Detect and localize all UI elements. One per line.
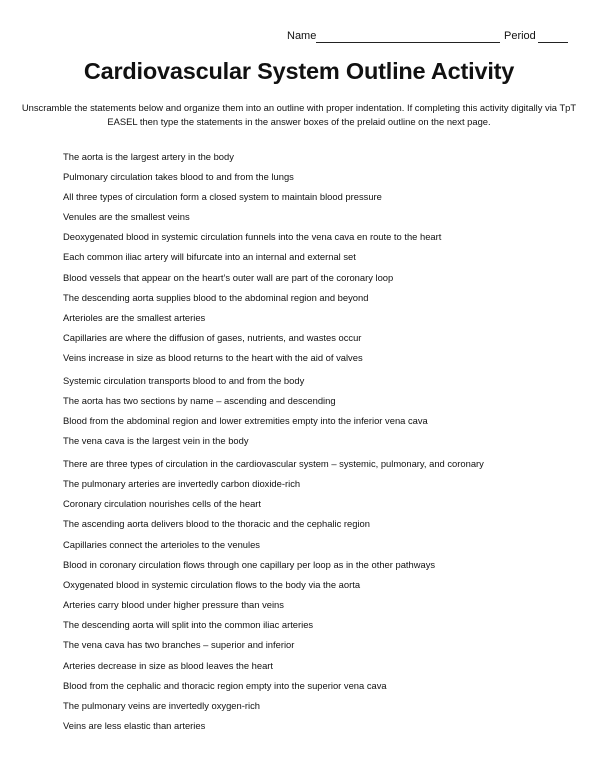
statement-item: The aorta has two sections by name – ascending and descending [63, 395, 336, 406]
statement-item: The ascending aorta delivers blood to the thoracic and the cephalic region [63, 518, 370, 529]
statement-item: The pulmonary veins are invertedly oxygen-rich [63, 700, 260, 711]
statement-item: Veins are less elastic than arteries [63, 720, 206, 731]
period-label: Period [504, 30, 536, 42]
statement-item: Coronary circulation nourishes cells of the heart [63, 498, 262, 509]
statement-item: All three types of circulation form a closed system to maintain blood pressure [63, 191, 382, 202]
statement-item: Venules are the smallest veins [63, 211, 190, 222]
statement-item: Deoxygenated blood in systemic circulation funnels into the vena cava en route to the heart [63, 231, 442, 242]
statement-item: Blood vessels that appear on the heart’s outer wall are part of the coronary loop [63, 272, 394, 283]
statement-item: The vena cava has two branches – superior and inferior [63, 639, 295, 650]
statement-item: The vena cava is the largest vein in the body [63, 435, 249, 446]
instructions: Unscramble the statements below and organize them into an outline with proper indentation. If completing this activity digitally via TpT EASEL then type the statements in the answer boxes of the prelaid outline on the next page. [21, 102, 577, 127]
statement-item: The aorta is the largest artery in the body [63, 151, 234, 162]
statement-item: Blood from the cephalic and thoracic region empty into the superior vena cava [63, 680, 387, 691]
statement-item: Each common iliac artery will bifurcate into an internal and external set [63, 251, 356, 262]
statement-item: Oxygenated blood in systemic circulation flows to the body via the aorta [63, 579, 361, 590]
statement-item: Blood in coronary circulation flows through one capillary per loop as in the other pathways [63, 559, 436, 570]
statement-item: The descending aorta will split into the common iliac arteries [63, 619, 314, 630]
statement-item: Arteries carry blood under higher pressure than veins [63, 599, 284, 610]
statement-item: Arteries decrease in size as blood leaves the heart [63, 660, 274, 671]
statement-item: The pulmonary arteries are invertedly carbon dioxide-rich [63, 478, 301, 489]
statement-item: Pulmonary circulation takes blood to and from the lungs [63, 171, 294, 182]
statement-item: There are three types of circulation in the cardiovascular system – systemic, pulmonary, and coronary [63, 458, 484, 469]
statement-item: Systemic circulation transports blood to and from the body [63, 375, 305, 386]
page-title: Cardiovascular System Outline Activity [83, 58, 515, 84]
statement-item: Capillaries are where the diffusion of gases, nutrients, and wastes occur [63, 332, 362, 343]
statement-item: Capillaries connect the arterioles to the venules [63, 539, 260, 550]
statement-item: Blood from the abdominal region and lower extremities empty into the inferior vena cava [63, 415, 428, 426]
name-label: Name [287, 30, 317, 42]
statement-item: Arterioles are the smallest arteries [63, 312, 206, 323]
name-blank-line [316, 42, 500, 43]
name-period-header [0, 30, 598, 46]
period-blank-line [538, 42, 568, 43]
statement-item: The descending aorta supplies blood to the abdominal region and beyond [63, 292, 369, 303]
statement-item: Veins increase in size as blood returns to the heart with the aid of valves [63, 352, 363, 363]
